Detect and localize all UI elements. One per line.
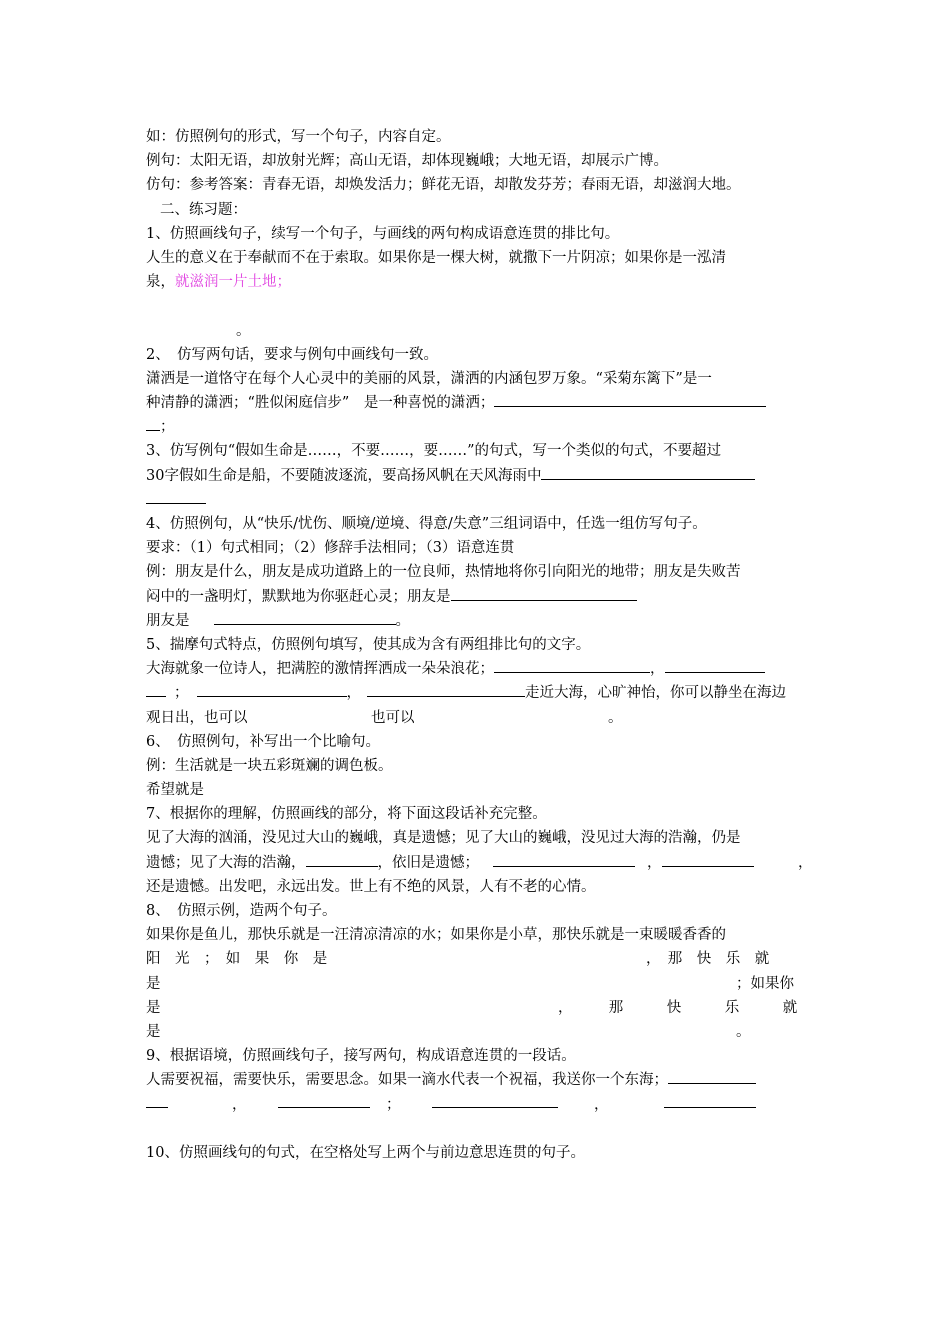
q5-line1-text: 大海就象一位诗人，把满腔的激情挥洒成一朵朵浪花； (146, 661, 494, 678)
q8-line3 (146, 972, 808, 996)
q10-prompt: 10、仿照画线句的句式，在空格处写上两个与前边意思连贯的句子。 (146, 1144, 585, 1161)
q4-line3-start: 朋友是 (146, 612, 190, 629)
q6-example: 例：生活就是一块五彩斑斓的调色板。 (146, 757, 393, 774)
q9-line1 (146, 1068, 808, 1092)
q1-prompt: 1、仿照画线句子，续写一个句子，与画线的两句构成语意连贯的排比句。 (146, 225, 620, 242)
q7-line2-a: 遗憾；见了大海的浩瀚， (146, 854, 306, 871)
q5-line3-b: 也可以 (371, 709, 415, 726)
q8-line4 (146, 996, 808, 1020)
q5-answer-blank-2[interactable] (665, 658, 765, 673)
q9-sep1: ， (232, 1096, 247, 1113)
q8-prompt: 8、 仿照示例，造两个句子。 (146, 903, 337, 919)
q4-example-line2 (146, 585, 808, 609)
intro-instruction: 如：仿照例句的形式，写一个句子，内容自定。 (146, 129, 451, 145)
q4-answer-blank-2[interactable] (214, 610, 396, 625)
q2-prompt: 2、 仿写两句话，要求与例句中画线句一致。 (146, 346, 438, 363)
q8-line4-a: 是 (146, 999, 161, 1016)
q4-requirement: 要求：（1）句式相同；（2）修辞手法相同；（3）语意连贯 (146, 540, 515, 557)
q8-line5 (146, 1020, 808, 1044)
q3-line2-text: 30字假如生命是船，不要随波逐流，要高扬风帆在天风海雨中 (146, 467, 542, 484)
q3-answer-blank-2[interactable] (146, 489, 206, 504)
intro-example: 例句：太阳无语，却放射光辉；高山无语，却体现巍峨；大地无语，却展示广博。 (146, 153, 668, 170)
q9-answer-blank-2[interactable] (146, 1093, 168, 1108)
q3-line1: 3、仿写例句“假如生命是……，不要……，要……”的句式，写一个类似的句式，不要超过 (146, 443, 722, 460)
q8-line3-a: 是 (146, 975, 161, 992)
q7-line2 (146, 851, 813, 875)
q5-line2 (146, 681, 808, 705)
q1-end-line (146, 319, 808, 343)
q7-line2-d: ， (798, 854, 813, 871)
q7-prompt: 7、根据你的理解，仿照画线的部分，将下面这段话补充完整。 (146, 806, 547, 823)
q9-answer-blank-1[interactable] (668, 1069, 756, 1084)
q7-line2-c: ， (647, 854, 662, 871)
q2-line1: 潇洒是一道恪守在每个人心灵中的美丽的风景，潇洒的内涵包罗万象。“采菊东篱下”是一 (146, 370, 712, 387)
q1-end-mark: 。 (236, 322, 251, 339)
q8-line2 (146, 947, 808, 971)
q7-line2-b: ，依旧是遗憾； (377, 854, 479, 871)
q5-answer-blank-3[interactable] (146, 682, 166, 697)
q9-sep3: ， (594, 1096, 609, 1113)
q5-line2-sep: ； (174, 685, 189, 702)
q5-answer-blank-4[interactable] (197, 682, 347, 697)
q7-answer-blank-1[interactable] (306, 852, 378, 867)
q7-answer-blank-3[interactable] (662, 852, 754, 867)
q2-line2 (146, 391, 808, 415)
q4-example-line2-text: 闷中的一盏明灯，默默地为你驱赶心灵；朋友是 (146, 588, 451, 605)
q8-line5-b: 。 (736, 1023, 751, 1040)
q8-line1: 如果你是鱼儿，那快乐就是一汪清凉清凉的水；如果你是小草，那快乐就是一束暖暖香香的 (146, 927, 726, 944)
q5-prompt: 5、揣摩句式特点，仿照例句填写，使其成为含有两组排比句的文字。 (146, 636, 591, 653)
q5-answer-blank-5[interactable] (367, 682, 525, 697)
intro-answer: 仿句：参考答案：青春无语，却焕发活力；鲜花无语，却散发芬芳；春雨无语，却滋润大地。 (146, 177, 741, 194)
q4-line3-end: 。 (395, 612, 410, 629)
q2-line2-text: 种清静的潇洒；“胜似闲庭信步” 是一种喜悦的潇洒； (146, 395, 495, 412)
worksheet (146, 125, 813, 1165)
q6-prompt: 6、 仿照例句，补写出一个比喻句。 (146, 733, 380, 750)
q4-example-line1: 例：朋友是什么，朋友是成功道路上的一位良师，热情地将你引向阳光的地带；朋友是失败苦 (146, 564, 741, 581)
q8-line2-b: ， 那 快 乐 就 (646, 951, 770, 968)
q4-line3 (146, 609, 808, 633)
q2-line3-end: ； (160, 419, 175, 436)
q3-line2 (146, 464, 808, 488)
q7-answer-blank-2[interactable] (493, 852, 635, 867)
q9-line2 (146, 1093, 808, 1141)
q4-answer-blank-1[interactable] (451, 586, 637, 601)
q1-text-line2 (146, 270, 808, 294)
q5-line2-comma: ， (346, 685, 361, 702)
q7-line1: 见了大海的汹涌，没见过大山的巍峨，真是遗憾；见了大山的巍峨，没见过大海的浩瀚，仍是 (146, 830, 741, 847)
q8-line5-a: 是 (146, 1023, 161, 1040)
q5-line2-text: 走近大海，心旷神怡，你可以静坐在海边 (525, 685, 786, 702)
q5-line3-end: 。 (608, 709, 623, 726)
q1-text-line2-start: 泉， (146, 274, 175, 291)
q9-answer-blank-5[interactable] (664, 1093, 756, 1108)
q5-line3-a: 观日出，也可以 (146, 709, 248, 726)
q9-answer-blank-4[interactable] (432, 1093, 558, 1108)
q2-answer-blank-2[interactable] (146, 416, 160, 431)
q1-blank-line[interactable] (146, 294, 808, 318)
q5-answer-blank-1[interactable] (494, 658, 650, 673)
q1-text-line1: 人生的意义在于奉献而不在于索取。如果你是一棵大树，就撒下一片阴凉；如果你是一泓清 (146, 249, 726, 266)
q8-line2-a: 阳 光 ； 如 果 你 是 (146, 951, 328, 968)
q9-prompt: 9、根据语境，仿照画线句子，接写两句，构成语意连贯的一段话。 (146, 1048, 576, 1065)
q9-answer-blank-3[interactable] (278, 1093, 370, 1108)
q3-line3 (146, 488, 808, 512)
q3-answer-blank-1[interactable] (541, 465, 755, 480)
q1-answer: 就滋润一片土地； (175, 274, 291, 291)
q5-comma: ， (650, 661, 665, 678)
q5-line3 (146, 706, 808, 730)
q5-line1 (146, 657, 808, 681)
q9-sep2: ； (386, 1096, 401, 1113)
q6-start: 希望就是 (146, 782, 204, 799)
q4-prompt: 4、仿照例句，从“快乐/忧伤、顺境/逆境、得意/失意”三组词语中，任选一组仿写句子。 (146, 516, 707, 532)
q8-line3-b: ；如果你 (736, 975, 794, 992)
q9-line1-text: 人需要祝福，需要快乐，需要思念。如果一滴水代表一个祝福，我送你一个东海； (146, 1072, 668, 1089)
q7-line3: 还是遗憾。出发吧，永远出发。世上有不绝的风景，人有不老的心情。 (146, 878, 596, 895)
q2-answer-blank-1[interactable] (494, 392, 766, 407)
q8-line4-b: ， 那 快 乐 就 (558, 999, 798, 1016)
section-heading: 二、练习题： (160, 201, 247, 218)
q2-line3 (146, 415, 808, 439)
